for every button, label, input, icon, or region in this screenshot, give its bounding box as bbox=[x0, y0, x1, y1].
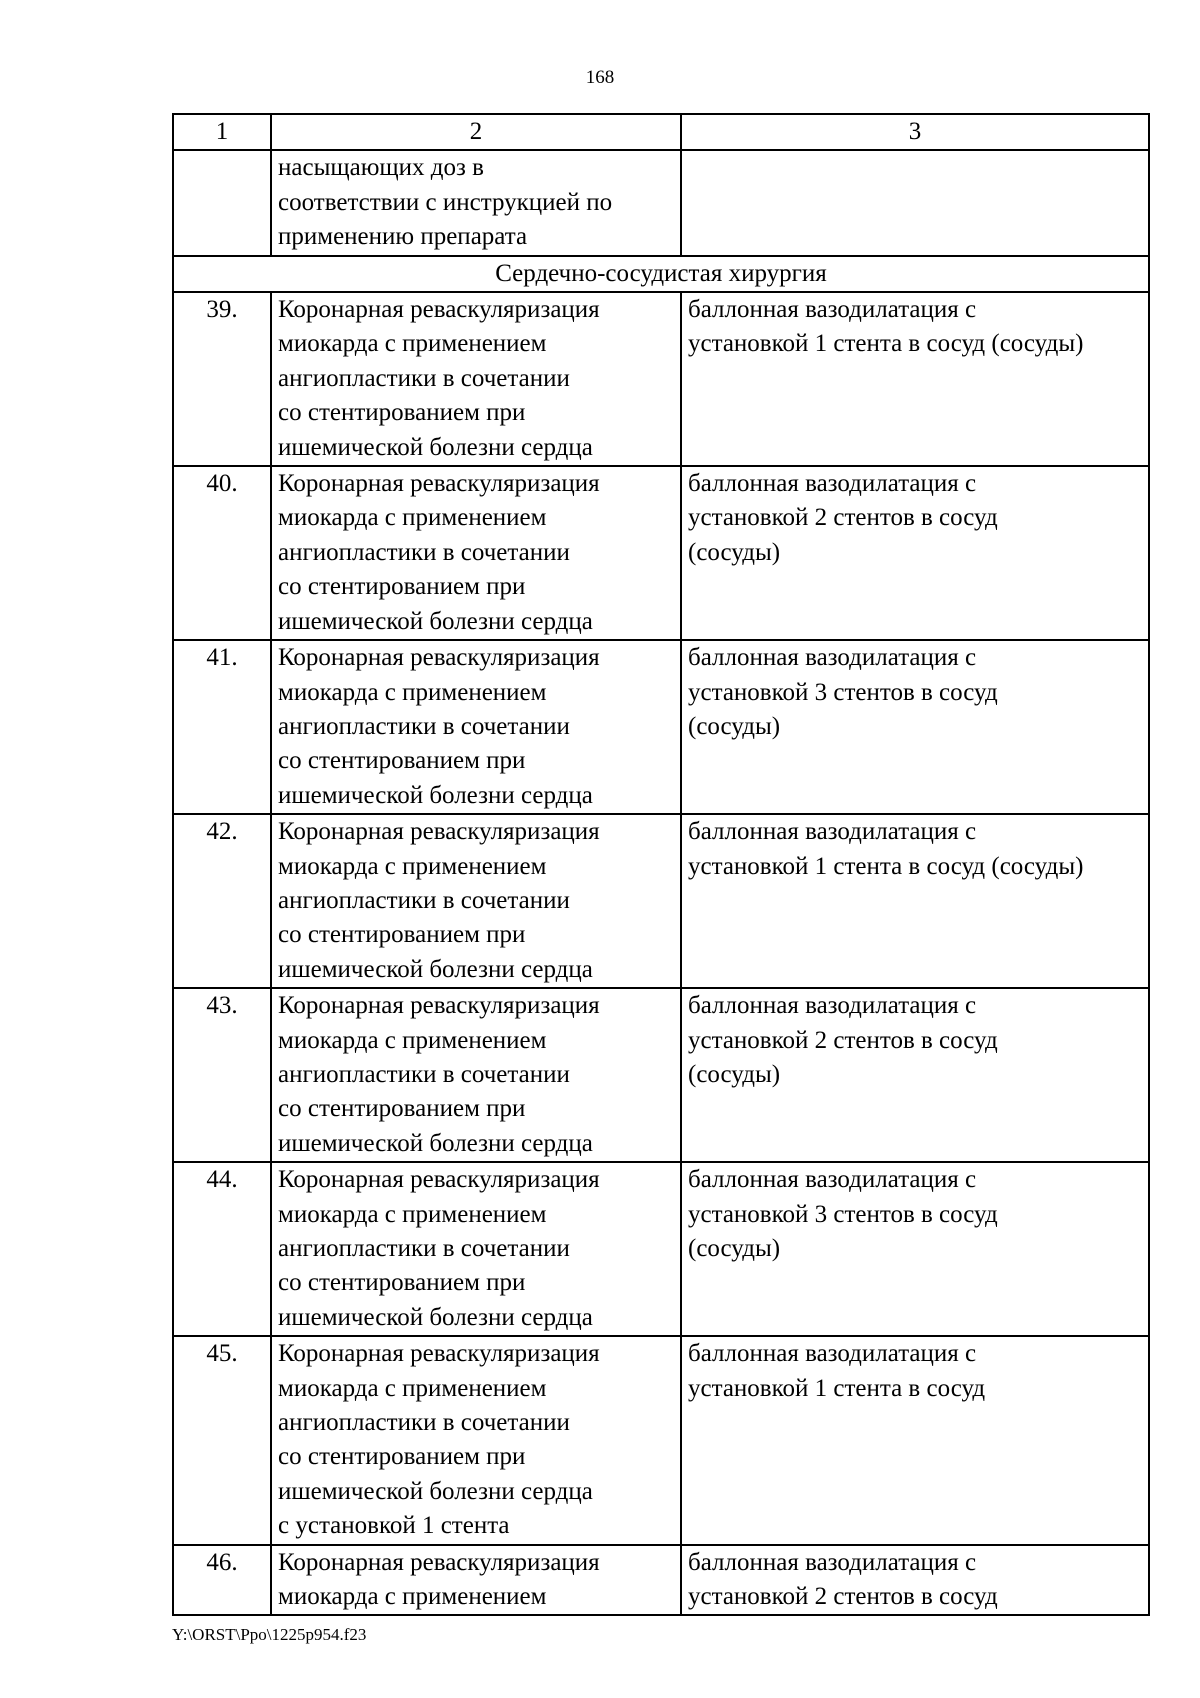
section-row bbox=[173, 256, 1149, 292]
footer-file-path: Y:\ORST\Ppo\1225p954.f23 bbox=[172, 1625, 367, 1644]
table-row bbox=[173, 988, 1149, 1162]
procedure-method: баллонная вазодилатация с установкой 1 стента в сосуд (сосуды) bbox=[681, 814, 1149, 988]
continuation-text: насыщающих доз в соответствии с инструкцией по применению препарата bbox=[271, 150, 681, 255]
row-number: 41. bbox=[173, 640, 271, 814]
procedure-method: баллонная вазодилатация с установкой 2 стентов в сосуд (сосуды) bbox=[681, 988, 1149, 1162]
procedure-name: Коронарная реваскуляризация миокарда с применением ангиопластики в сочетании со стентированием при ишемической болезни сердца bbox=[271, 814, 681, 988]
continuation-num bbox=[173, 150, 271, 255]
row-number: 42. bbox=[173, 814, 271, 988]
row-number: 43. bbox=[173, 988, 271, 1162]
continuation-method bbox=[681, 150, 1149, 255]
header-col-2: 2 bbox=[271, 114, 681, 150]
procedure-name: Коронарная реваскуляризация миокарда с применением ангиопластики в сочетании со стентированием при ишемической болезни сердца с установкой 1 стента bbox=[271, 1336, 681, 1544]
row-number: 40. bbox=[173, 466, 271, 640]
table-row bbox=[173, 1545, 1149, 1616]
procedures-table bbox=[172, 113, 1150, 1616]
procedure-name: Коронарная реваскуляризация миокарда с применением ангиопластики в сочетании со стентированием при ишемической болезни сердца bbox=[271, 466, 681, 640]
procedure-method: баллонная вазодилатация с установкой 2 стентов в сосуд (сосуды) bbox=[681, 466, 1149, 640]
header-col-3: 3 bbox=[681, 114, 1149, 150]
table-row bbox=[173, 1336, 1149, 1544]
procedure-method: баллонная вазодилатация с установкой 3 стентов в сосуд (сосуды) bbox=[681, 1162, 1149, 1336]
row-number: 39. bbox=[173, 292, 271, 466]
row-number: 46. bbox=[173, 1545, 271, 1616]
procedure-method: баллонная вазодилатация с установкой 1 стента в сосуд bbox=[681, 1336, 1149, 1544]
procedure-method: баллонная вазодилатация с установкой 2 стентов в сосуд bbox=[681, 1545, 1149, 1616]
procedure-name: Коронарная реваскуляризация миокарда с применением ангиопластики в сочетании со стентированием при ишемической болезни сердца bbox=[271, 988, 681, 1162]
table-row bbox=[173, 466, 1149, 640]
procedure-name: Коронарная реваскуляризация миокарда с применением ангиопластики в сочетании со стентированием при ишемической болезни сердца bbox=[271, 292, 681, 466]
row-number: 44. bbox=[173, 1162, 271, 1336]
table-row bbox=[173, 1162, 1149, 1336]
table-header-row bbox=[173, 114, 1149, 150]
procedure-name: Коронарная реваскуляризация миокарда с применением ангиопластики в сочетании со стентированием при ишемической болезни сердца bbox=[271, 1162, 681, 1336]
table-body bbox=[173, 292, 1149, 1615]
table-row bbox=[173, 814, 1149, 988]
header-col-1: 1 bbox=[173, 114, 271, 150]
procedure-name: Коронарная реваскуляризация миокарда с применением bbox=[271, 1545, 681, 1616]
row-number: 45. bbox=[173, 1336, 271, 1544]
page-number: 168 bbox=[585, 67, 615, 88]
procedure-method: баллонная вазодилатация с установкой 1 стента в сосуд (сосуды) bbox=[681, 292, 1149, 466]
table-row bbox=[173, 640, 1149, 814]
section-title: Сердечно-сосудистая хирургия bbox=[173, 256, 1149, 292]
continuation-row bbox=[173, 150, 1149, 255]
table-row bbox=[173, 292, 1149, 466]
procedure-method: баллонная вазодилатация с установкой 3 стентов в сосуд (сосуды) bbox=[681, 640, 1149, 814]
procedure-name: Коронарная реваскуляризация миокарда с применением ангиопластики в сочетании со стентированием при ишемической болезни сердца bbox=[271, 640, 681, 814]
